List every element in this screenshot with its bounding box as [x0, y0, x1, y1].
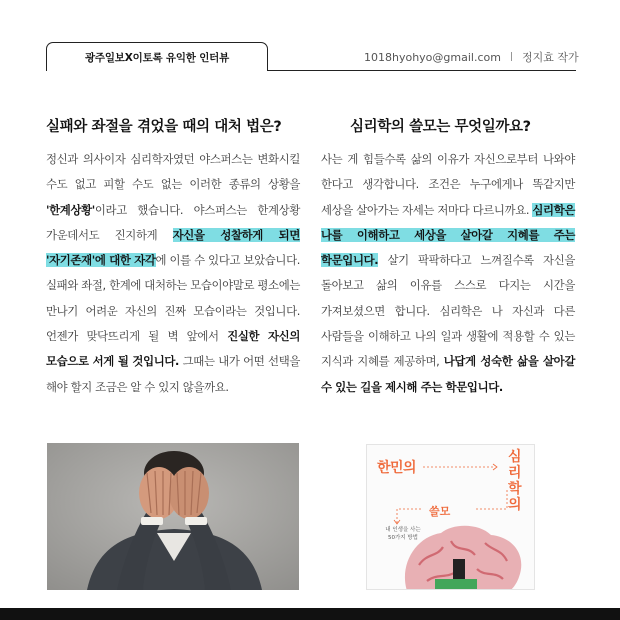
author-email[interactable]: 1018hyohyo@gmail.com: [364, 50, 501, 64]
left-text-4: 그때는 내가 어떤 선택을 해야 할지 조금은 알 수 있지 않을까요.: [46, 354, 300, 394]
right-text-1: 사는 게 힘들수록 삶의 이유가 자신으로부터 나와야 한다고 생각합니다. 조건은 누구에게나 똑같지만 세상을 살아가는 자세는 저마다 다르니까요.: [321, 152, 575, 217]
man-covering-face-photo: [47, 443, 299, 590]
book-title-right: 심리학의: [508, 449, 522, 513]
book-title-mid: 쓸모: [429, 505, 451, 518]
header-divider: [268, 70, 576, 71]
header-meta: [364, 49, 579, 65]
book-subtitle: 내 인생을 사는 50가지 방법: [385, 527, 421, 541]
left-text-3: 에 이를 수 있다고 보았습니다. 실패와 좌절, 한계에 대처하는 모습이야말로 평소에는 만나기 어려운 자신의 진짜 모습이라는 것입니다. 언젠가 맞닥뜨리게 될 벽 앞에서: [46, 253, 300, 344]
bottom-bar: [0, 608, 620, 620]
right-text-2: 살기 팍팍하다고 느껴질수록 자신을 돌아보고 삶의 이유를 스스로 다지는 시간을 가져보셨으면 합니다. 심리학은 나 자신과 다른 사람들을 이해하고 나의 일과 생활에 적용할 수 있는 지식과 지혜를 제공하며,: [321, 253, 575, 369]
right-column-body: [321, 147, 575, 400]
header-tab: [46, 42, 268, 71]
header-tab-label: 광주일보X이토록 유익한 인터뷰: [84, 51, 230, 64]
book-cover: [366, 444, 535, 590]
author-name: 정지효 작가: [522, 51, 579, 64]
right-column-title: 심리학의 쓸모는 무엇일까요?: [350, 119, 531, 135]
left-text-2: 이라고 했습니다. 야스퍼스는 한계상황 가운데서도 진지하게: [46, 202, 300, 242]
left-bold-1: '한계상황': [46, 202, 95, 217]
left-highlight-1: 자신을 성찰하게 되면 '자기존재'에 대한 자각: [46, 227, 300, 268]
book-title-left: 한민의: [377, 460, 417, 476]
left-column-body: [46, 147, 300, 400]
left-bold-2: 진실한 자신의 모습으로 서게 될 것입니다.: [46, 329, 300, 369]
right-highlight-1: 심리학은 나를 이해하고 세상을 살아갈 지혜를 주는 학문입니다.: [321, 202, 576, 268]
right-bold-1: 나답게 성숙한 삶을 살아갈 수 있는 길을 제시해 주는 학문입니다.: [321, 354, 575, 394]
left-text-1: 정신과 의사이자 심리학자였던 야스퍼스는 변화시킬 수도 없고 피할 수도 없는 이러한 종류의 상황을: [46, 152, 300, 192]
header-separator: |: [509, 52, 514, 62]
left-column-title: 실패와 좌절을 겪었을 때의 대처 법은?: [46, 119, 282, 135]
